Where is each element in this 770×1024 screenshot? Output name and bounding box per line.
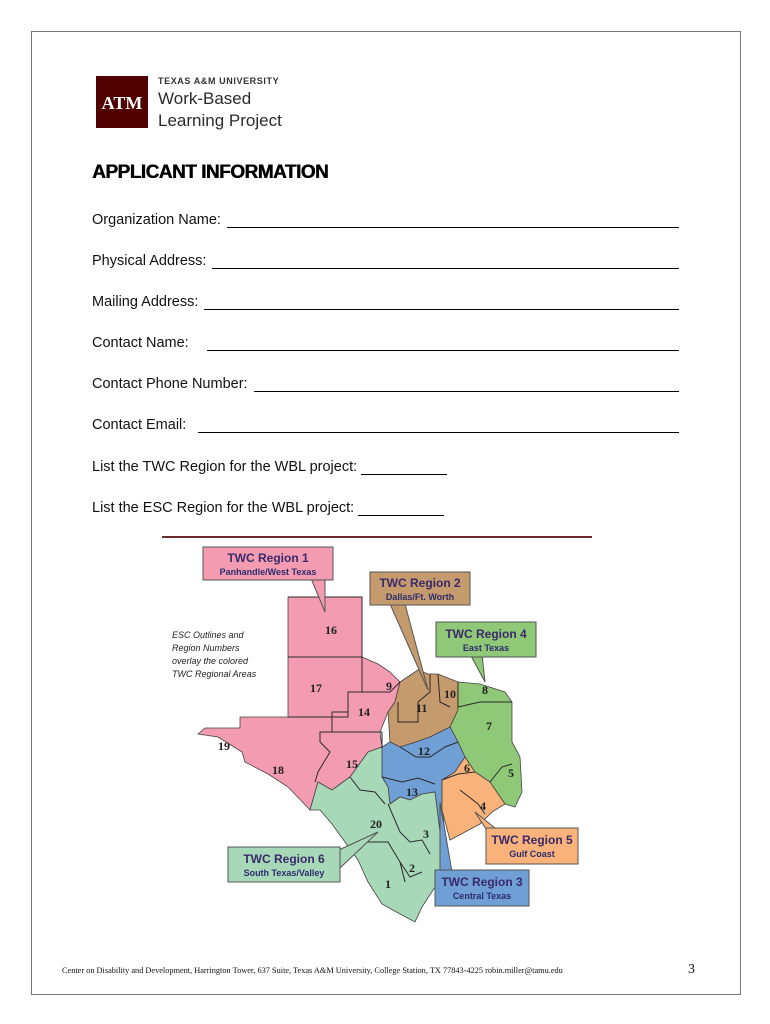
contact-phone-field[interactable] xyxy=(92,372,679,392)
esc-number-14: 14 xyxy=(358,705,370,719)
callout-6-sub: South Texas/Valley xyxy=(243,868,325,878)
texas-region-map xyxy=(160,542,590,932)
contact-name-label: Contact Name: xyxy=(92,335,189,351)
esc-number-13: 13 xyxy=(406,785,418,799)
callout-twc-region-4 xyxy=(436,622,536,682)
esc-number-10: 10 xyxy=(444,687,456,701)
esc-number-16: 16 xyxy=(325,623,337,637)
esc-number-7: 7 xyxy=(486,719,492,733)
page-footer: Center on Disability and Development, Harrington Tower, 637 Suite, Texas A&M University, College Station, TX 77843-4225 robin.miller@tamu.edu xyxy=(62,966,563,975)
map-note-line-4: TWC Regional Areas xyxy=(172,669,257,679)
map-note-line-3: overlay the colored xyxy=(172,656,249,666)
esc-number-9: 9 xyxy=(386,679,392,693)
callout-3-sub: Central Texas xyxy=(452,891,512,901)
mailing-address-line[interactable] xyxy=(204,295,679,310)
esc-region-label: List the ESC Region for the WBL project: xyxy=(92,500,355,516)
esc-number-19: 19 xyxy=(218,739,230,753)
mailing-address-label: Mailing Address: xyxy=(92,294,199,310)
organization-name-line[interactable] xyxy=(227,213,679,228)
logo-line2: Learning Project xyxy=(158,111,282,130)
twc-region-field[interactable] xyxy=(92,455,447,475)
esc-number-20: 20 xyxy=(370,817,382,831)
callout-1-title: TWC Region 1 xyxy=(227,551,309,565)
map-note-line-1: ESC Outlines and xyxy=(172,630,244,640)
twc-region-label: List the TWC Region for the WBL project: xyxy=(92,459,358,475)
section-divider xyxy=(162,536,592,538)
logo-mark: ATM xyxy=(101,93,143,113)
page-number: 3 xyxy=(688,962,695,977)
mailing-address-field[interactable] xyxy=(92,290,679,310)
callout-3-title: TWC Region 3 xyxy=(441,875,523,889)
contact-email-field[interactable] xyxy=(92,413,679,433)
esc-number-8: 8 xyxy=(482,683,488,697)
esc-number-1: 1 xyxy=(385,877,391,891)
contact-name-field[interactable] xyxy=(92,331,679,351)
contact-name-line[interactable] xyxy=(207,336,679,351)
page-title: APPLICANT INFORMATION xyxy=(92,162,329,183)
callout-1-sub: Panhandle/West Texas xyxy=(219,567,317,577)
esc-number-17: 17 xyxy=(310,681,322,695)
esc-number-4: 4 xyxy=(480,799,486,813)
esc-number-3: 3 xyxy=(423,827,429,841)
contact-email-label: Contact Email: xyxy=(92,417,187,433)
callout-5-sub: Gulf Coast xyxy=(509,849,555,859)
esc-number-12: 12 xyxy=(418,744,430,758)
atm-logo-icon xyxy=(96,76,148,128)
logo-line1: Work-Based xyxy=(158,89,252,108)
map-note xyxy=(172,630,257,679)
callout-twc-region-5 xyxy=(475,812,578,864)
esc-number-11: 11 xyxy=(416,701,428,715)
esc-number-5: 5 xyxy=(508,766,514,780)
organization-name-label: Organization Name: xyxy=(92,212,221,228)
esc-number-2: 2 xyxy=(409,861,415,875)
esc-number-15: 15 xyxy=(346,757,358,771)
callout-5-title: TWC Region 5 xyxy=(491,833,573,847)
physical-address-field[interactable] xyxy=(92,249,679,269)
callout-2-title: TWC Region 2 xyxy=(379,576,461,590)
tamu-logo xyxy=(96,76,356,132)
physical-address-line[interactable] xyxy=(212,254,679,269)
logo-university: TEXAS A&M UNIVERSITY xyxy=(158,76,280,86)
callout-6-title: TWC Region 6 xyxy=(243,852,325,866)
esc-region-line[interactable] xyxy=(358,501,444,516)
organization-name-field[interactable] xyxy=(92,208,679,228)
esc-number-6: 6 xyxy=(464,761,470,775)
contact-phone-label: Contact Phone Number: xyxy=(92,376,248,392)
contact-email-line[interactable] xyxy=(198,418,679,433)
esc-number-18: 18 xyxy=(272,763,284,777)
map-note-line-2: Region Numbers xyxy=(172,643,240,653)
twc-region-line[interactable] xyxy=(361,460,447,475)
esc-region-field[interactable] xyxy=(92,496,444,516)
callout-4-title: TWC Region 4 xyxy=(445,627,527,641)
callout-2-sub: Dallas/Ft. Worth xyxy=(385,592,455,602)
physical-address-label: Physical Address: xyxy=(92,253,207,269)
contact-phone-line[interactable] xyxy=(254,377,679,392)
callout-4-sub: East Texas xyxy=(462,643,510,653)
